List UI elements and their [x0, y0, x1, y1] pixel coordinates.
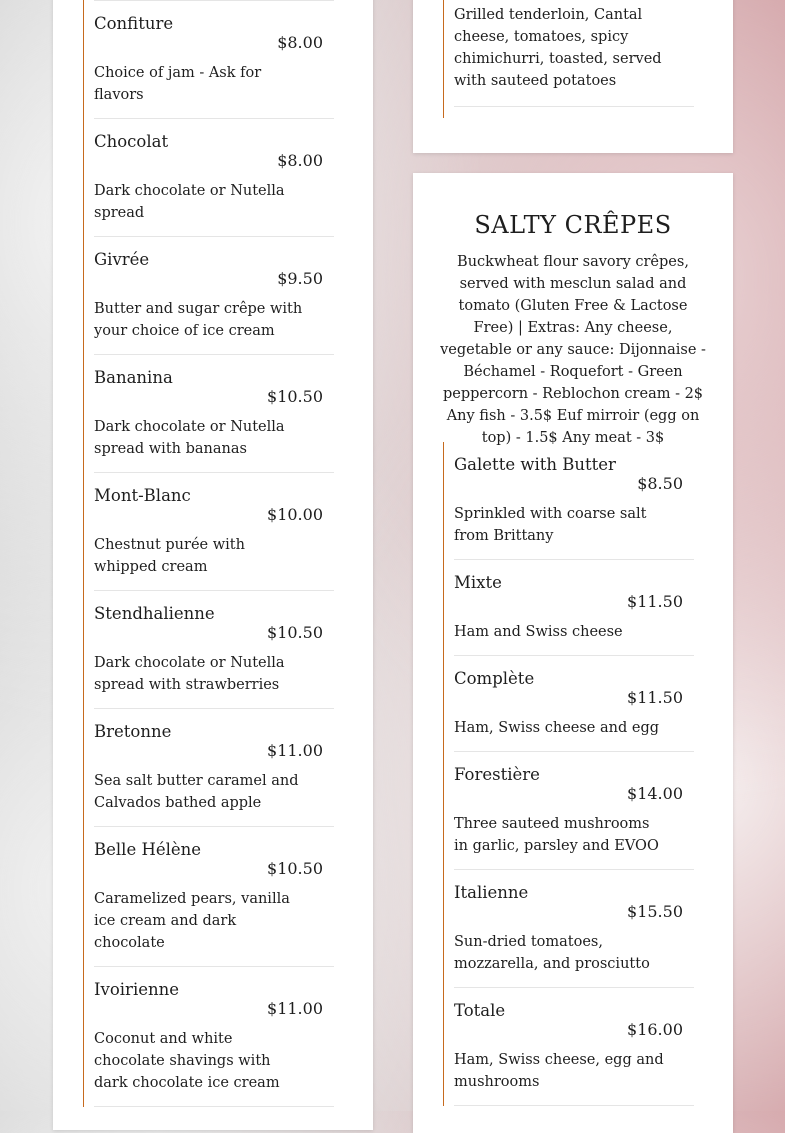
menu-item — [94, 709, 334, 827]
section-description: Buckwheat flour savory crêpes, served with mesclun salad and tomato (Gluten Free & Lactose Free) | Extras: Any cheese, vegetable or any sauce: Dijonnaise - Béchamel - Roquefort - Green peppercorn - Reblochon cream - 2$ Any fish - 3.5$ Euf mirroir (egg on top) - 1.5$ Any meat - 3$ — [440, 254, 706, 446]
menu-item-price: $8.00 — [277, 33, 323, 52]
menu-item-description: Dark chocolate or Nutella spread — [94, 183, 285, 221]
menu-item-name: Italienne — [454, 883, 529, 902]
menu-item-price: $11.00 — [267, 741, 323, 760]
menu-item-name: Mixte — [454, 573, 502, 592]
menu-item-name: Totale — [454, 1001, 506, 1020]
sweet-crepes-card — [53, 0, 373, 1130]
menu-item-name: Bretonne — [94, 722, 172, 741]
menu-item-name: Belle Hélène — [94, 840, 202, 859]
menu-item-description: Choice of jam - Ask for flavors — [94, 65, 262, 103]
menu-item — [454, 560, 694, 656]
menu-item — [94, 827, 334, 967]
menu-item — [94, 237, 334, 355]
menu-item-description: Butter and sugar crêpe with your choice of ice cream — [94, 301, 303, 339]
menu-item — [94, 355, 334, 473]
section-title: SALTY CRÊPES — [474, 211, 672, 239]
menu-item-description: Sea salt butter caramel and Calvados bathed apple — [94, 773, 299, 811]
menu-item-price: $11.00 — [267, 999, 323, 1018]
menu-item-description: Ham, Swiss cheese and egg — [454, 720, 660, 736]
menu-item-name: Confiture — [94, 14, 174, 33]
menu-item-price: $10.50 — [267, 387, 323, 406]
menu-item-price: $10.50 — [267, 859, 323, 878]
menu-item-name: Givrée — [94, 250, 150, 269]
menu-item — [454, 442, 694, 560]
menu-item-price: $14.00 — [627, 784, 683, 803]
menu-item-price: $11.50 — [627, 688, 683, 707]
menu-item — [94, 473, 334, 591]
menu-item-name: Forestière — [454, 765, 540, 784]
menu-item-name: Galette with Butter — [454, 455, 616, 474]
menu-item-name: Stendhalienne — [94, 604, 215, 623]
menu-item-description: Ham and Swiss cheese — [454, 624, 623, 640]
menu-item — [454, 656, 694, 752]
menu-item-description: Dark chocolate or Nutella spread with bananas — [94, 419, 285, 457]
salty-crepes-list — [443, 442, 694, 1106]
menu-item-description: Sprinkled with coarse salt from Brittany — [454, 506, 647, 544]
menu-item-name: Bananina — [94, 368, 173, 387]
menu-item-price: $8.50 — [637, 474, 683, 493]
salty-crepes-card — [413, 173, 733, 1133]
menu-item — [454, 870, 694, 988]
menu-item-price: $10.00 — [267, 505, 323, 524]
menu-item-price: $16.00 — [627, 1020, 683, 1039]
menu-item-price: $11.50 — [627, 592, 683, 611]
menu-item-name: Ivoirienne — [94, 980, 179, 999]
menu-item-description: Caramelized pears, vanilla ice cream and dark chocolate — [94, 891, 290, 951]
item-divider — [454, 106, 694, 107]
previous-section-list — [443, 0, 694, 118]
menu-item-description: Grilled tenderloin, Cantal cheese, tomatoes, spicy chimichurri, toasted, served with sauteed potatoes — [454, 7, 662, 89]
menu-item — [94, 119, 334, 237]
menu-item-description: Chestnut purée with whipped cream — [94, 537, 245, 575]
menu-item-name: Chocolat — [94, 132, 169, 151]
menu-item-description: Three sauteed mushrooms in garlic, parsley and EVOO — [454, 816, 659, 854]
sweet-crepes-list — [83, 0, 334, 1107]
menu-item-description: Dark chocolate or Nutella spread with strawberries — [94, 655, 285, 693]
menu-item-name: Complète — [454, 669, 535, 688]
menu-item-price: $10.50 — [267, 623, 323, 642]
menu-item — [94, 591, 334, 709]
menu-item-price: $9.50 — [277, 269, 323, 288]
menu-item-description: Coconut and white chocolate shavings with dark chocolate ice cream — [94, 1031, 280, 1091]
menu-item-description: Sun-dried tomatoes, mozzarella, and prosciutto — [454, 934, 650, 972]
menu-item-description: Ham, Swiss cheese, egg and mushrooms — [454, 1052, 664, 1090]
menu-item-name: Mont-Blanc — [94, 486, 191, 505]
menu-item — [94, 967, 334, 1107]
menu-item — [454, 988, 694, 1106]
previous-section-card — [413, 0, 733, 153]
menu-item-price: $15.50 — [627, 902, 683, 921]
menu-item — [94, 0, 334, 119]
menu-item-price: $8.00 — [277, 151, 323, 170]
menu-item — [454, 752, 694, 870]
